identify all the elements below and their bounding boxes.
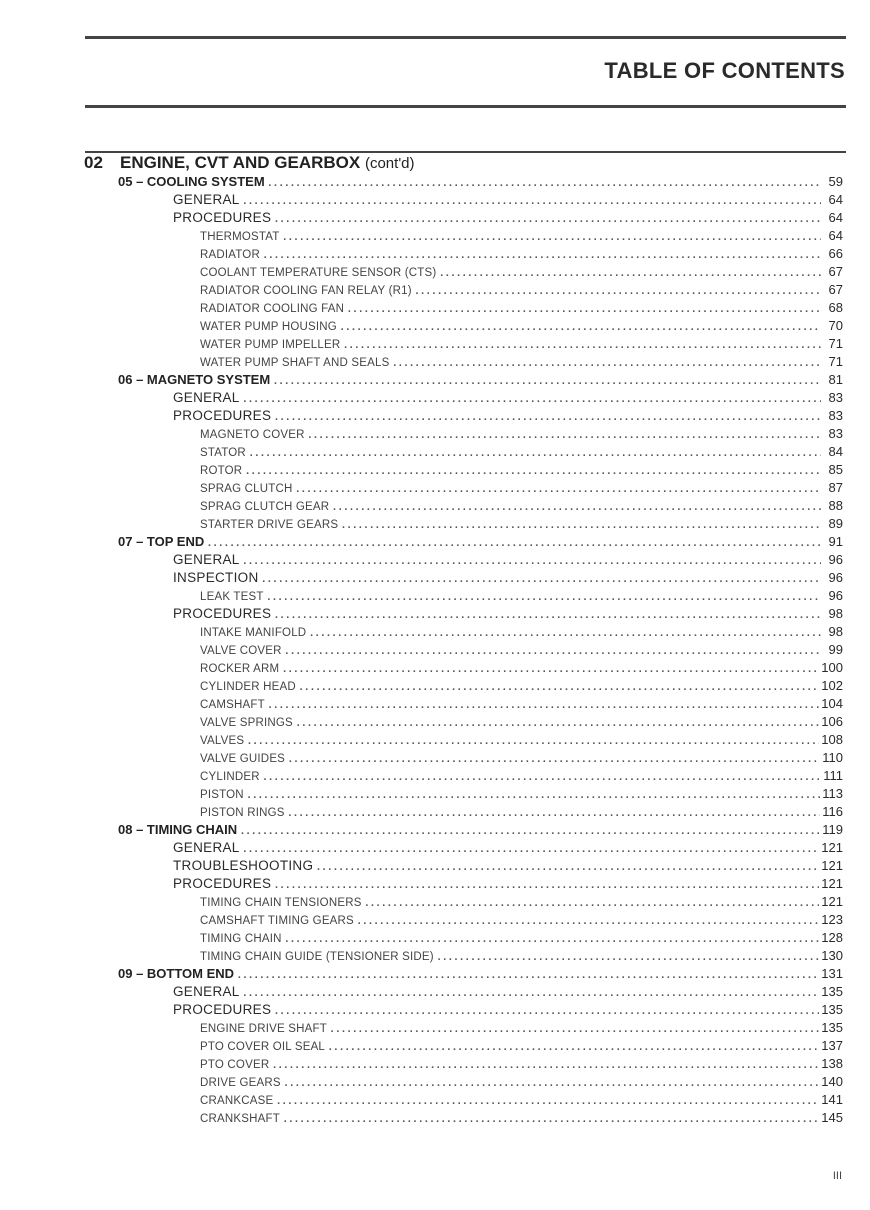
- toc-entry[interactable]: [200, 245, 843, 263]
- dot-leader: [263, 245, 821, 263]
- toc-entry-label: GENERAL: [173, 840, 240, 855]
- toc-entry-page: 135: [821, 1002, 843, 1017]
- toc-entry-page: 88: [828, 498, 843, 513]
- header-rule: [85, 105, 846, 108]
- toc-entry-label: INSPECTION: [173, 570, 259, 585]
- toc-entry-label: ENGINE DRIVE SHAFT: [200, 1023, 327, 1035]
- toc-entry-label: PROCEDURES: [173, 606, 272, 621]
- toc-entry[interactable]: [118, 371, 843, 389]
- toc-entry-page: 67: [828, 282, 843, 297]
- toc-entry-label: VALVES: [200, 735, 245, 747]
- toc-entry[interactable]: [200, 803, 843, 821]
- toc-entry-page: 64: [828, 192, 843, 207]
- toc-entry-label: GENERAL: [173, 192, 240, 207]
- toc-entry[interactable]: [173, 191, 843, 209]
- toc-entry-label: TROUBLESHOOTING: [173, 858, 314, 873]
- toc-entry-page: 85: [828, 462, 843, 477]
- toc-entry-page: 96: [828, 570, 843, 585]
- toc-entry[interactable]: [173, 983, 843, 1001]
- toc-entry-page: 110: [822, 750, 843, 765]
- toc-entry-page: 108: [821, 732, 843, 747]
- toc-entry[interactable]: [200, 281, 843, 299]
- toc-entry-page: 59: [828, 174, 843, 189]
- toc-entry-label: PROCEDURES: [173, 1002, 272, 1017]
- toc-entry-page: 81: [828, 372, 843, 387]
- toc-entry[interactable]: [118, 821, 843, 839]
- toc-entry-page: 100: [821, 660, 843, 675]
- toc-entry-page: 99: [828, 642, 843, 657]
- toc-entry-page: 84: [828, 444, 843, 459]
- section-continued: (cont'd): [364, 155, 415, 172]
- dot-leader: [243, 551, 821, 569]
- toc-entry[interactable]: [173, 875, 843, 893]
- toc-entry-label: GENERAL: [173, 984, 240, 999]
- toc-entry-label: SPRAG CLUTCH GEAR: [200, 501, 330, 513]
- toc-entry[interactable]: [200, 497, 843, 515]
- toc-entry-page: 135: [821, 984, 843, 999]
- dot-leader: [274, 875, 819, 893]
- toc-entry-page: 106: [821, 714, 843, 729]
- toc-entry[interactable]: [200, 227, 843, 245]
- toc-entry-label: CRANKCASE: [200, 1095, 274, 1107]
- toc-entry[interactable]: [200, 911, 843, 929]
- dot-leader: [347, 299, 821, 317]
- toc-entry-page: 135: [821, 1020, 843, 1035]
- toc-entry-label: WATER PUMP IMPELLER: [200, 339, 341, 351]
- dot-leader: [274, 605, 821, 623]
- toc-entry[interactable]: [200, 1073, 843, 1091]
- dot-leader: [243, 839, 820, 857]
- toc-entry[interactable]: [200, 785, 843, 803]
- toc-entry-page: 138: [821, 1056, 843, 1071]
- dot-leader: [330, 1019, 819, 1037]
- dot-leader: [273, 371, 821, 389]
- dot-leader: [357, 911, 819, 929]
- toc-entry-label: STARTER DRIVE GEARS: [200, 519, 339, 531]
- toc-entry[interactable]: [200, 767, 843, 785]
- toc-entry-page: 70: [828, 318, 843, 333]
- dot-leader: [415, 281, 821, 299]
- dot-leader: [268, 695, 819, 713]
- toc-entry-label: CYLINDER HEAD: [200, 681, 296, 693]
- toc-entry[interactable]: [173, 839, 843, 857]
- toc-entry[interactable]: [200, 425, 843, 443]
- dot-leader: [341, 515, 821, 533]
- page-title: TABLE OF CONTENTS: [604, 58, 845, 83]
- dot-leader: [392, 353, 821, 371]
- toc-entry[interactable]: [200, 353, 843, 371]
- toc-entry-page: 121: [821, 876, 843, 891]
- toc-entry[interactable]: [200, 461, 843, 479]
- toc-entry-label: SPRAG CLUTCH: [200, 483, 293, 495]
- toc-entry-label: ROTOR: [200, 465, 243, 477]
- dot-leader: [243, 191, 821, 209]
- dot-leader: [309, 623, 821, 641]
- toc-entry-label: CRANKSHAFT: [200, 1113, 280, 1125]
- dot-leader: [285, 929, 820, 947]
- dot-leader: [267, 587, 821, 605]
- toc-entry-label: COOLANT TEMPERATURE SENSOR (CTS): [200, 267, 437, 279]
- dot-leader: [276, 1091, 819, 1109]
- toc-entry-label: GENERAL: [173, 552, 240, 567]
- toc-entry-label: PISTON: [200, 789, 244, 801]
- toc-entry-label: VALVE COVER: [200, 645, 282, 657]
- toc-entry-label: PISTON RINGS: [200, 807, 285, 819]
- toc-entry-page: 137: [821, 1038, 843, 1053]
- dot-leader: [439, 263, 821, 281]
- toc-entry[interactable]: [200, 677, 843, 695]
- toc-entry-page: 104: [821, 696, 843, 711]
- toc-entry-page: 121: [821, 894, 843, 909]
- toc-entry-label: THERMOSTAT: [200, 231, 280, 243]
- toc-entry-page: 67: [828, 264, 843, 279]
- toc-entry-page: 131: [821, 966, 843, 981]
- toc-entry-label: PTO COVER OIL SEAL: [200, 1041, 326, 1053]
- dot-leader: [437, 947, 819, 965]
- dot-leader: [343, 335, 821, 353]
- toc-entry-label: WATER PUMP SHAFT AND SEALS: [200, 357, 390, 369]
- toc-entry-page: 145: [821, 1110, 843, 1125]
- dot-leader: [249, 443, 821, 461]
- toc-entry[interactable]: [200, 1037, 843, 1055]
- toc-entry-page: 71: [828, 354, 843, 369]
- toc-entry[interactable]: [200, 515, 843, 533]
- toc-entry-label: INTAKE MANIFOLD: [200, 627, 307, 639]
- toc-entry-label: 07 – TOP END: [118, 534, 205, 549]
- toc-entry[interactable]: [200, 893, 843, 911]
- toc-entry-label: PROCEDURES: [173, 876, 272, 891]
- toc-entry-label: CAMSHAFT: [200, 699, 265, 711]
- toc-entry[interactable]: [200, 335, 843, 353]
- dot-leader: [328, 1037, 819, 1055]
- dot-leader: [282, 659, 819, 677]
- toc-entry-label: 06 – MAGNETO SYSTEM: [118, 372, 271, 387]
- toc-entry-page: 128: [821, 930, 843, 945]
- toc-entry-label: VALVE GUIDES: [200, 753, 286, 765]
- section-heading: [84, 153, 415, 173]
- dot-leader: [299, 677, 819, 695]
- dot-leader: [288, 803, 821, 821]
- toc-entry[interactable]: [200, 695, 843, 713]
- dot-leader: [274, 1001, 819, 1019]
- toc-entry-label: RADIATOR COOLING FAN: [200, 303, 345, 315]
- toc-entry-page: 130: [821, 948, 843, 963]
- dot-leader: [263, 767, 821, 785]
- toc-entry-label: ROCKER ARM: [200, 663, 280, 675]
- toc-entry-page: 64: [828, 210, 843, 225]
- toc-entry[interactable]: [118, 173, 843, 191]
- toc-entry-label: WATER PUMP HOUSING: [200, 321, 337, 333]
- dot-leader: [237, 965, 819, 983]
- toc-entry[interactable]: [118, 533, 843, 551]
- toc-entry-label: GENERAL: [173, 390, 240, 405]
- dot-leader: [247, 731, 819, 749]
- dot-leader: [247, 785, 820, 803]
- toc-entry-page: 102: [821, 678, 843, 693]
- toc-entry[interactable]: [173, 569, 843, 587]
- toc-entry-page: 113: [822, 786, 843, 801]
- dot-leader: [262, 569, 821, 587]
- dot-leader: [243, 983, 820, 1001]
- dot-leader: [308, 425, 821, 443]
- toc-entry-page: 91: [828, 534, 843, 549]
- top-rule: [85, 36, 846, 39]
- toc-entry[interactable]: [200, 263, 843, 281]
- toc-entry-page: 98: [828, 624, 843, 639]
- toc-entry-page: 121: [821, 840, 843, 855]
- dot-leader: [365, 893, 820, 911]
- toc-entry-label: VALVE SPRINGS: [200, 717, 293, 729]
- dot-leader: [340, 317, 821, 335]
- toc-entry-page: 96: [828, 588, 843, 603]
- dot-leader: [296, 479, 822, 497]
- toc-entry[interactable]: [200, 947, 843, 965]
- toc-entry-label: PROCEDURES: [173, 210, 272, 225]
- toc-entry[interactable]: [200, 1055, 843, 1073]
- toc-entry[interactable]: [200, 1019, 843, 1037]
- toc-entry[interactable]: [173, 551, 843, 569]
- dot-leader: [283, 227, 821, 245]
- toc-entry-label: PROCEDURES: [173, 408, 272, 423]
- section-title: ENGINE, CVT AND GEARBOX: [120, 153, 361, 172]
- toc-entry[interactable]: [200, 749, 843, 767]
- toc-entry-label: TIMING CHAIN TENSIONERS: [200, 897, 362, 909]
- toc-entry-label: TIMING CHAIN: [200, 933, 282, 945]
- dot-leader: [296, 713, 819, 731]
- toc-entry-page: 87: [828, 480, 843, 495]
- toc-entry-page: 116: [822, 804, 843, 819]
- toc-entry-label: CAMSHAFT TIMING GEARS: [200, 915, 354, 927]
- dot-leader: [285, 641, 821, 659]
- dot-leader: [274, 407, 821, 425]
- dot-leader: [316, 857, 819, 875]
- dot-leader: [272, 1055, 819, 1073]
- toc-entry[interactable]: [173, 605, 843, 623]
- page-number: III: [832, 1170, 842, 1182]
- toc-entry[interactable]: [173, 1001, 843, 1019]
- dot-leader: [207, 533, 821, 551]
- toc-entry-page: 66: [828, 246, 843, 261]
- toc-entry[interactable]: [200, 929, 843, 947]
- toc-entry-label: LEAK TEST: [200, 591, 264, 603]
- dot-leader: [284, 1073, 819, 1091]
- toc-entry-label: TIMING CHAIN GUIDE (TENSIONER SIDE): [200, 951, 434, 963]
- section-number: 02: [84, 153, 103, 172]
- toc-entry-page: 96: [828, 552, 843, 567]
- toc-entry[interactable]: [173, 209, 843, 227]
- toc-entry-page: 140: [821, 1074, 843, 1089]
- toc-entry-label: 05 – COOLING SYSTEM: [118, 174, 265, 189]
- toc-entry[interactable]: [200, 479, 843, 497]
- toc-entry[interactable]: [200, 641, 843, 659]
- toc-entry-label: 09 – BOTTOM END: [118, 966, 235, 981]
- toc-entry-label: RADIATOR: [200, 249, 260, 261]
- toc-entry-label: STATOR: [200, 447, 246, 459]
- toc-entry[interactable]: [200, 659, 843, 677]
- toc-entry-page: 123: [821, 912, 843, 927]
- dot-leader: [240, 821, 820, 839]
- toc-entry[interactable]: [200, 317, 843, 335]
- toc-entry-page: 83: [828, 390, 843, 405]
- toc-entry-page: 68: [828, 300, 843, 315]
- toc-entry-page: 121: [821, 858, 843, 873]
- toc-entry-page: 83: [828, 426, 843, 441]
- toc-entry-label: CYLINDER: [200, 771, 260, 783]
- toc-entry[interactable]: [200, 623, 843, 641]
- toc-entry-page: 83: [828, 408, 843, 423]
- toc-entry[interactable]: [200, 731, 843, 749]
- dot-leader: [243, 389, 821, 407]
- toc-entry[interactable]: [200, 1109, 843, 1127]
- toc-entry-page: 64: [828, 228, 843, 243]
- toc-entry-page: 71: [828, 336, 843, 351]
- toc-entry[interactable]: [173, 857, 843, 875]
- toc-entry[interactable]: [200, 587, 843, 605]
- toc-entry[interactable]: [200, 299, 843, 317]
- dot-leader: [283, 1109, 819, 1127]
- toc-entry-page: 89: [828, 516, 843, 531]
- toc-entry-page: 119: [822, 822, 843, 837]
- toc-entry-page: 98: [828, 606, 843, 621]
- dot-leader: [274, 209, 821, 227]
- dot-leader: [332, 497, 821, 515]
- toc-entry-label: DRIVE GEARS: [200, 1077, 281, 1089]
- toc-entry-page: 141: [821, 1092, 843, 1107]
- dot-leader: [245, 461, 821, 479]
- toc-entry[interactable]: [173, 389, 843, 407]
- toc-entry-label: MAGNETO COVER: [200, 429, 305, 441]
- toc-entry-label: 08 – TIMING CHAIN: [118, 822, 238, 837]
- toc-entry-label: RADIATOR COOLING FAN RELAY (R1): [200, 285, 412, 297]
- toc-entry[interactable]: [200, 713, 843, 731]
- dot-leader: [288, 749, 820, 767]
- toc-entry-label: PTO COVER: [200, 1059, 270, 1071]
- toc-entry[interactable]: [200, 443, 843, 461]
- dot-leader: [268, 173, 821, 191]
- toc-entry[interactable]: [173, 407, 843, 425]
- toc-entry-page: 111: [823, 768, 843, 783]
- toc-entry[interactable]: [118, 965, 843, 983]
- toc-entry[interactable]: [200, 1091, 843, 1109]
